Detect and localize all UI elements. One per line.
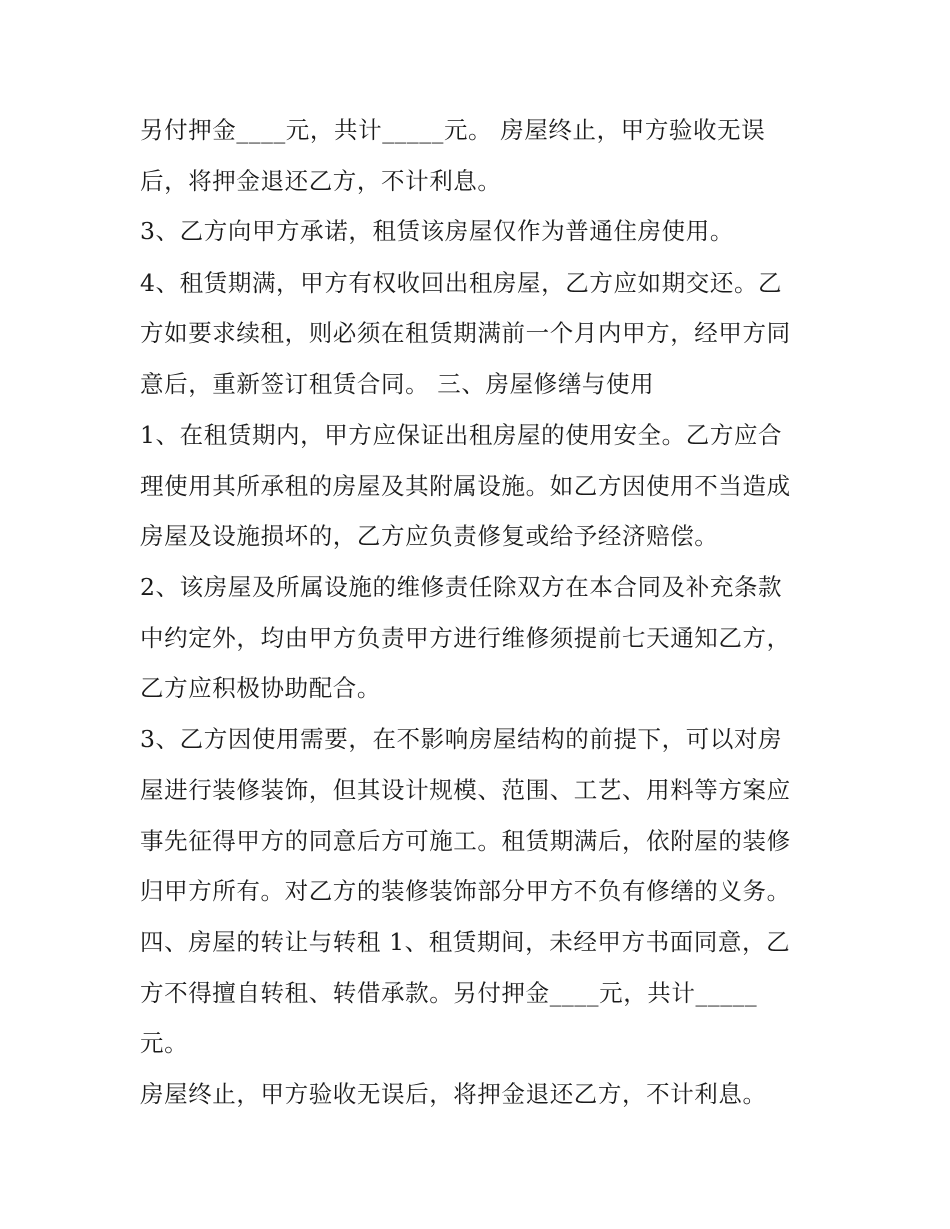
text-line: 乙方应积极协助配合。 <box>140 674 381 702</box>
text-line: 理使用其所承租的房屋及其附属设施。如乙方因使用不当造成 <box>140 472 791 500</box>
text-line: 屋进行装修装饰，但其设计规模、范围、工艺、用料等方案应 <box>140 776 791 804</box>
text-line: 中约定外，均由甲方负责甲方进行维修须提前七天通知乙方， <box>140 624 791 652</box>
text-line: 元。 <box>140 1029 189 1057</box>
text-line: 房屋终止，甲方验收无误后，将押金退还乙方，不计利息。 <box>140 1080 767 1108</box>
text-line: 方如要求续租，则必须在租赁期满前一个月内甲方，经甲方同 <box>140 319 791 347</box>
text-line: 另付押金____元，共计_____元。 房屋终止，甲方验收无误 <box>140 116 766 144</box>
text-line: 后，将押金退还乙方，不计利息。 <box>140 167 502 195</box>
text-line: 4、租赁期满，甲方有权收回出租房屋，乙方应如期交还。乙 <box>140 269 783 297</box>
text-line: 事先征得甲方的同意后方可施工。租赁期满后，依附屋的装修 <box>140 827 791 855</box>
text-line: 2、该房屋及所属设施的维修责任除双方在本合同及补充条款 <box>140 573 783 601</box>
text-line: 归甲方所有。对乙方的装修装饰部分甲方不负有修缮的义务。 <box>140 877 791 905</box>
text-line: 意后，重新签订租赁合同。 三、房屋修缮与使用 <box>140 370 655 398</box>
text-line: 方不得擅自转租、转借承款。另付押金____元，共计_____ <box>140 979 758 1007</box>
text-line: 1、在租赁期内，甲方应保证出租房屋的使用安全。乙方应合 <box>140 421 783 449</box>
text-line: 房屋及设施损坏的，乙方应负责修复或给予经济赔偿。 <box>140 522 719 550</box>
text-line: 3、乙方因使用需要，在不影响房屋结构的前提下，可以对房 <box>140 725 783 753</box>
text-line: 3、乙方向甲方承诺，租赁该房屋仅作为普通住房使用。 <box>140 217 734 245</box>
text-line: 四、房屋的转让与转租 1、租赁期间，未经甲方书面同意，乙 <box>140 928 791 956</box>
